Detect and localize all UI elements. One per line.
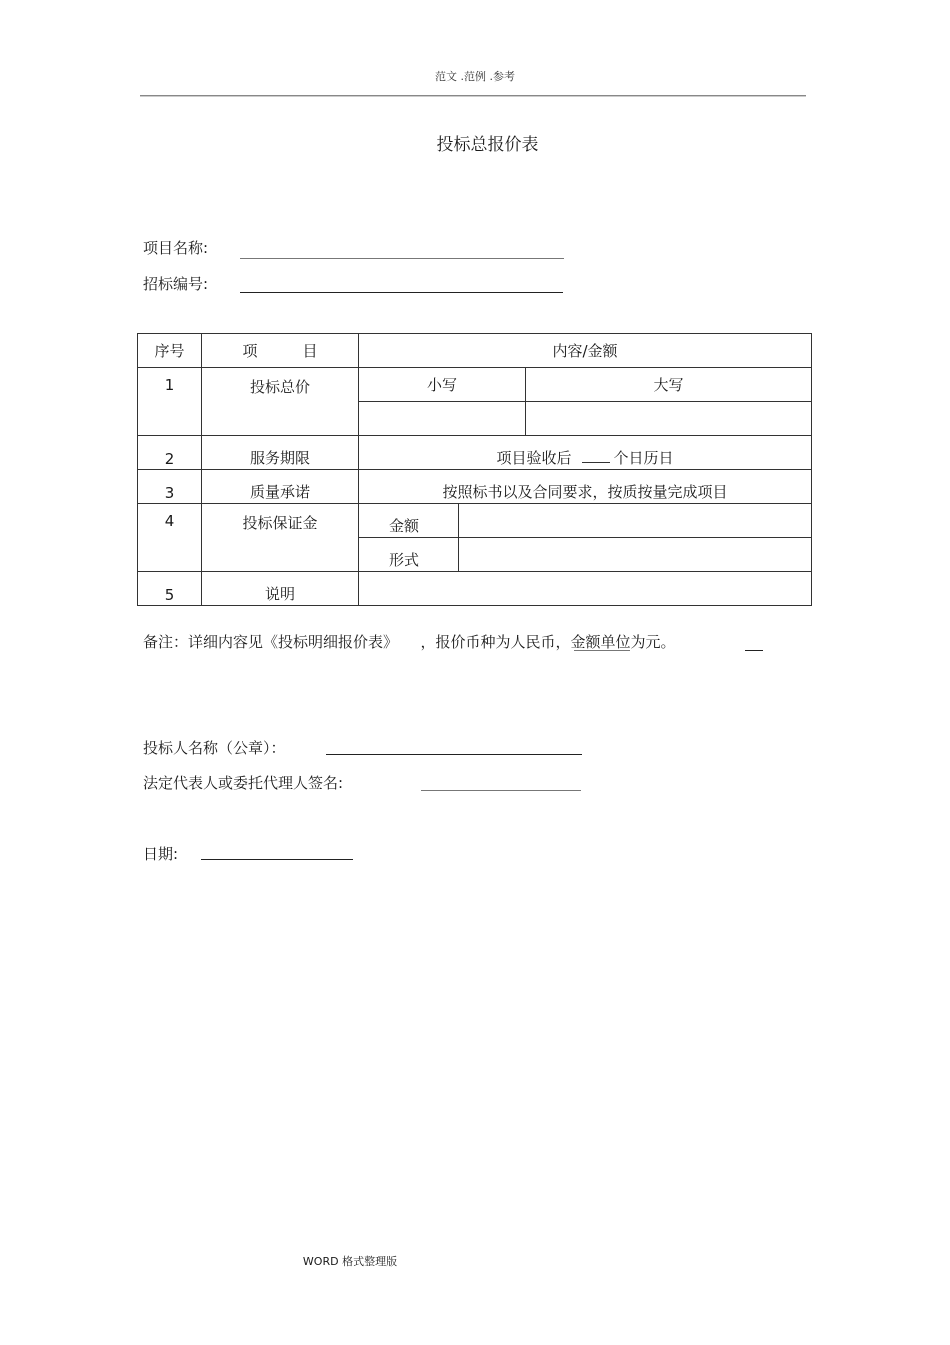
deposit-form-cell[interactable] <box>459 538 812 572</box>
header-seq: 序号 <box>138 334 202 368</box>
row-seq: 3 <box>138 470 202 504</box>
bidder-name-field[interactable] <box>326 754 582 755</box>
date-field[interactable] <box>201 859 353 860</box>
quality-commitment-cell: 按照标书以及合同要求，按质按量完成项目 <box>359 470 812 504</box>
page-footer: WORD 格式整理版 <box>302 1255 398 1268</box>
row-seq: 1 <box>138 368 202 436</box>
small-amount-cell[interactable] <box>359 402 526 436</box>
service-period-prefix: 项目验收后 <box>496 449 572 467</box>
representative-signature-field[interactable] <box>421 790 581 791</box>
header-content: 内容/金额 <box>359 334 812 368</box>
note-trailing-blank <box>745 650 763 651</box>
table-note: 备注：详细内容见《投标明细报价表》 ，报价币种为人民币，金额单位为元。 <box>143 633 676 651</box>
service-period-cell <box>359 436 812 470</box>
row-seq: 4 <box>138 504 202 572</box>
header-item: 项 目 <box>202 334 359 368</box>
table-row <box>138 470 812 504</box>
table-row <box>138 504 812 538</box>
page-header: 范文 .范例 .参考 <box>435 70 515 83</box>
remarks-cell[interactable] <box>359 572 812 606</box>
row-item: 质量承诺 <box>202 470 359 504</box>
bidder-name-label: 投标人名称（公章）： <box>143 739 286 757</box>
tender-no-field[interactable] <box>240 292 563 293</box>
representative-label: 法定代表人或委托代理人签名: <box>143 774 344 792</box>
document-title: 投标总报价表 <box>436 135 539 155</box>
note-underline <box>574 650 630 651</box>
service-period-suffix: 个日历日 <box>613 449 674 467</box>
row-item: 投标总价 <box>202 368 359 436</box>
table-row <box>138 368 812 402</box>
subheader-small: 小写 <box>359 368 526 402</box>
row-item: 服务期限 <box>202 436 359 470</box>
table-header-row <box>138 334 812 368</box>
row-seq: 5 <box>138 572 202 606</box>
deposit-form-label: 形式 <box>359 538 459 572</box>
row-item: 投标保证金 <box>202 504 359 572</box>
subheader-big: 大写 <box>526 368 812 402</box>
project-name-label: 项目名称: <box>143 239 209 257</box>
deposit-amount-label: 金额 <box>359 504 459 538</box>
row-seq: 2 <box>138 436 202 470</box>
table-row <box>138 572 812 606</box>
big-amount-cell[interactable] <box>526 402 812 436</box>
row-item: 说明 <box>202 572 359 606</box>
date-label: 日期: <box>143 845 179 863</box>
tender-no-label: 招标编号: <box>143 275 209 293</box>
header-divider <box>140 95 806 97</box>
table-row <box>138 436 812 470</box>
deposit-amount-cell[interactable] <box>459 504 812 538</box>
days-blank[interactable] <box>582 450 610 463</box>
quote-table <box>137 333 812 606</box>
project-name-field[interactable] <box>240 258 564 259</box>
